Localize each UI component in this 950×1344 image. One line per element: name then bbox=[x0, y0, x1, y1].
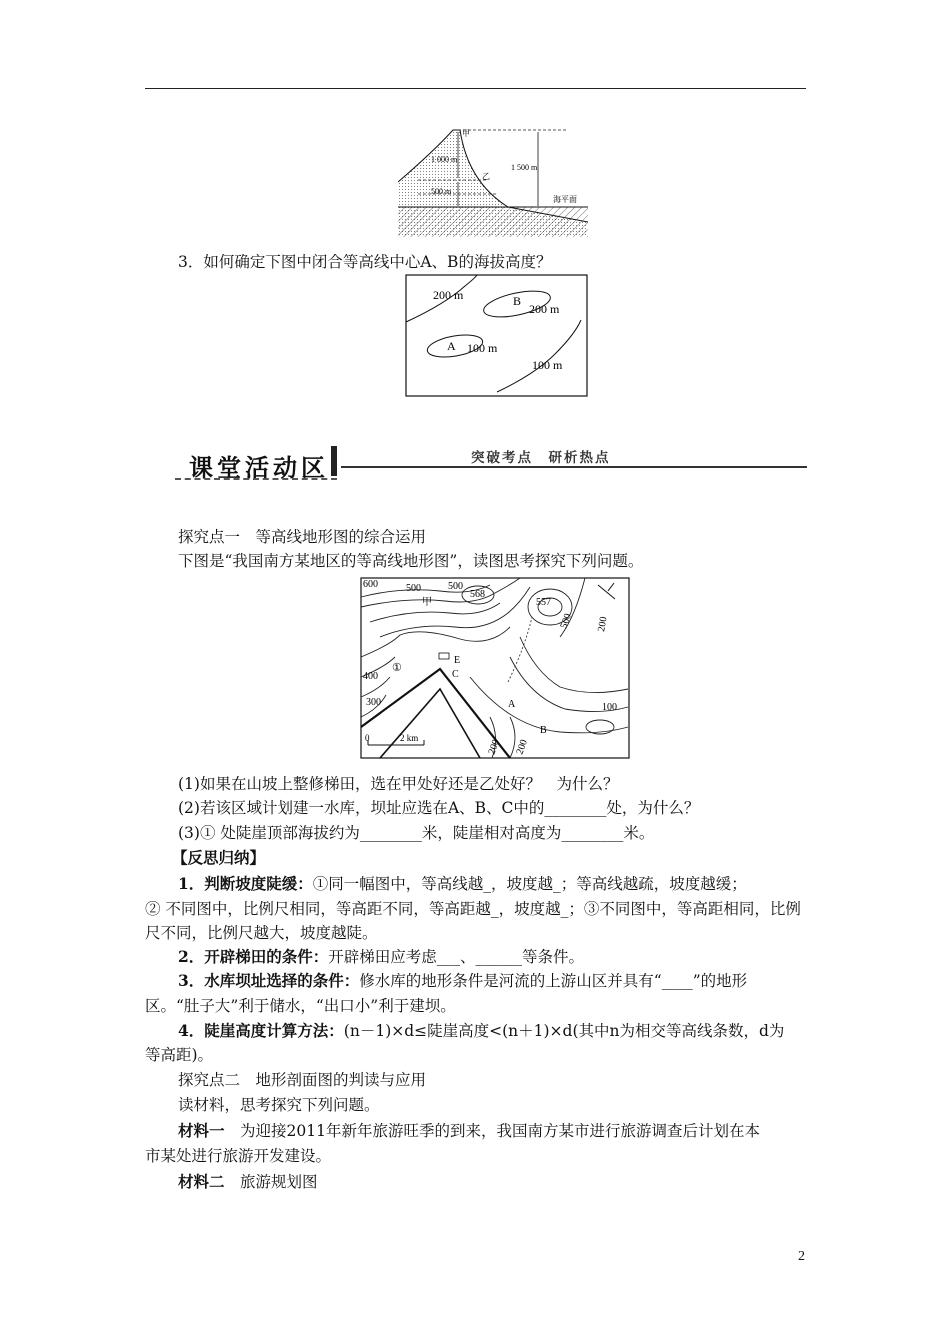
question-2: (2)若该区域计划建一水库，坝址应选在A、B、C中的________处，为什么？ bbox=[178, 799, 700, 817]
banner-subtitle: 突破考点 研析热点 bbox=[471, 450, 611, 466]
question-1: (1)如果在山坡上整修梯田，选在甲处好还是乙处好？ 为什么？ bbox=[178, 775, 619, 793]
fig1-label-jia: 甲 bbox=[462, 129, 470, 138]
question-3-cliff: (3)① 处陡崖顶部海拔约为________米，陡崖相对高度为________米。 bbox=[178, 824, 655, 842]
question-3: 3．如何确定下图中闭合等高线中心A、B的海拔高度？ bbox=[178, 253, 552, 271]
map-label-a: A bbox=[508, 699, 516, 710]
map-label-500a: 500 bbox=[406, 583, 421, 594]
summary-p1-line3: 尺不同，比例尺越大，坡度越陡。 bbox=[145, 924, 378, 942]
map-label-500c: 500 bbox=[558, 612, 574, 631]
material1-text: 为迎接2011年新年旅游旺季的到来，我国南方某市进行旅游调查后计划在本 bbox=[224, 1122, 760, 1140]
section1-heading: 探究点一 等高线地形图的综合运用 bbox=[178, 528, 427, 546]
summary-p1-text: ①同一幅图中，等高线越_，坡度越_；等高线越疏，坡度越缓； bbox=[312, 875, 747, 893]
map-label-200c: 200 bbox=[514, 738, 530, 757]
slope-diagram bbox=[398, 122, 588, 237]
map-label-c: C bbox=[452, 669, 459, 680]
summary-p3-line2: 区。“肚子大”利于储水，“出口小”利于建坝。 bbox=[145, 997, 456, 1015]
fig1-label-1000: 1 000 m bbox=[431, 155, 458, 164]
summary-p1-title: 1．判断坡度陡缓： bbox=[178, 874, 313, 893]
map-label-568: 568 bbox=[470, 589, 485, 600]
fig2-label-100-a: 100 m bbox=[467, 341, 498, 355]
section2-intro: 读材料，思考探究下列问题。 bbox=[178, 1096, 380, 1114]
material1-line2: 市某处进行旅游开发建设。 bbox=[145, 1147, 332, 1165]
summary-p3-title: 3．水库坝址选择的条件： bbox=[178, 971, 360, 990]
summary-p1-line2: ② 不同图中，比例尺相同，等高距不同，等高距越_，坡度越_；③不同图中，等高距相同，比例 bbox=[145, 900, 801, 918]
fig2-label-200-b: 200 m bbox=[529, 302, 560, 316]
fig2-label-b: B bbox=[513, 294, 522, 308]
map-label-600: 600 bbox=[363, 579, 378, 590]
map-label-100: 100 bbox=[602, 702, 617, 713]
fig2-label-100-right: 100 m bbox=[532, 358, 563, 372]
material2-text: 旅游规划图 bbox=[224, 1173, 318, 1191]
banner-underline bbox=[175, 478, 337, 480]
material1-line1 bbox=[178, 1121, 760, 1141]
material1-title: 材料一 bbox=[178, 1121, 225, 1140]
map-label-e: E bbox=[454, 655, 461, 666]
summary-p4-text: (n－1)×d≤陡崖高度<(n＋1)×d(其中n为相交等高线条数，d为 bbox=[343, 1022, 785, 1040]
summary-p2-text: 开辟梯田应考虑___、______等条件。 bbox=[328, 948, 585, 966]
map-label-jia: 甲 bbox=[422, 597, 432, 608]
fig1-label-yi: 乙 bbox=[482, 172, 490, 181]
summary-p3-line1 bbox=[178, 971, 747, 991]
section-banner bbox=[175, 442, 807, 482]
map-label-400: 400 bbox=[363, 671, 378, 682]
material2-title: 材料二 bbox=[178, 1172, 225, 1191]
summary-p1-line1 bbox=[178, 874, 747, 894]
map-label-500b: 500 bbox=[448, 581, 463, 592]
map-scale-zero: 0 bbox=[365, 733, 370, 743]
fig1-label-1500: 1 500 m bbox=[511, 163, 538, 172]
banner-rule bbox=[341, 466, 807, 468]
page-number: 2 bbox=[798, 1249, 805, 1264]
map-label-200a: 200 bbox=[596, 615, 610, 633]
header-rule bbox=[145, 88, 806, 89]
summary-p4-title: 4．陡崖高度计算方法： bbox=[178, 1021, 344, 1040]
closed-contour-diagram bbox=[405, 274, 589, 398]
fig1-label-500: 500 m bbox=[431, 187, 452, 196]
map-label-b: B bbox=[540, 725, 547, 736]
summary-p3-text: 修水库的地形条件是河流的上游山区并具有“____”的地形 bbox=[359, 972, 748, 990]
contour-map bbox=[360, 577, 630, 759]
section1-intro: 下图是“我国南方某地区的等高线地形图”，读图思考探究下列问题。 bbox=[178, 552, 644, 570]
banner-bar bbox=[331, 446, 337, 476]
map-scale-2km: 2 km bbox=[400, 733, 419, 743]
fig2-label-200-left: 200 m bbox=[433, 288, 464, 302]
fig2-label-a: A bbox=[447, 339, 456, 353]
banner-title: 课堂活动区 bbox=[189, 454, 329, 482]
summary-p4-line1 bbox=[178, 1021, 784, 1041]
section2-heading: 探究点二 地形剖面图的判读与应用 bbox=[178, 1071, 427, 1089]
map-label-300: 300 bbox=[366, 697, 381, 708]
summary-p2-title: 2．开辟梯田的条件： bbox=[178, 947, 329, 966]
summary-p2 bbox=[178, 947, 584, 967]
material2-line bbox=[178, 1172, 318, 1192]
fig1-label-sea: 海平面 bbox=[553, 195, 577, 204]
map-label-circle1: ① bbox=[392, 662, 402, 674]
summary-heading: 【反思归纳】 bbox=[172, 848, 266, 867]
summary-p4-line2: 等高距)。 bbox=[145, 1046, 214, 1064]
map-label-200b: 200 bbox=[486, 738, 502, 757]
map-label-557: 557 bbox=[536, 597, 551, 608]
